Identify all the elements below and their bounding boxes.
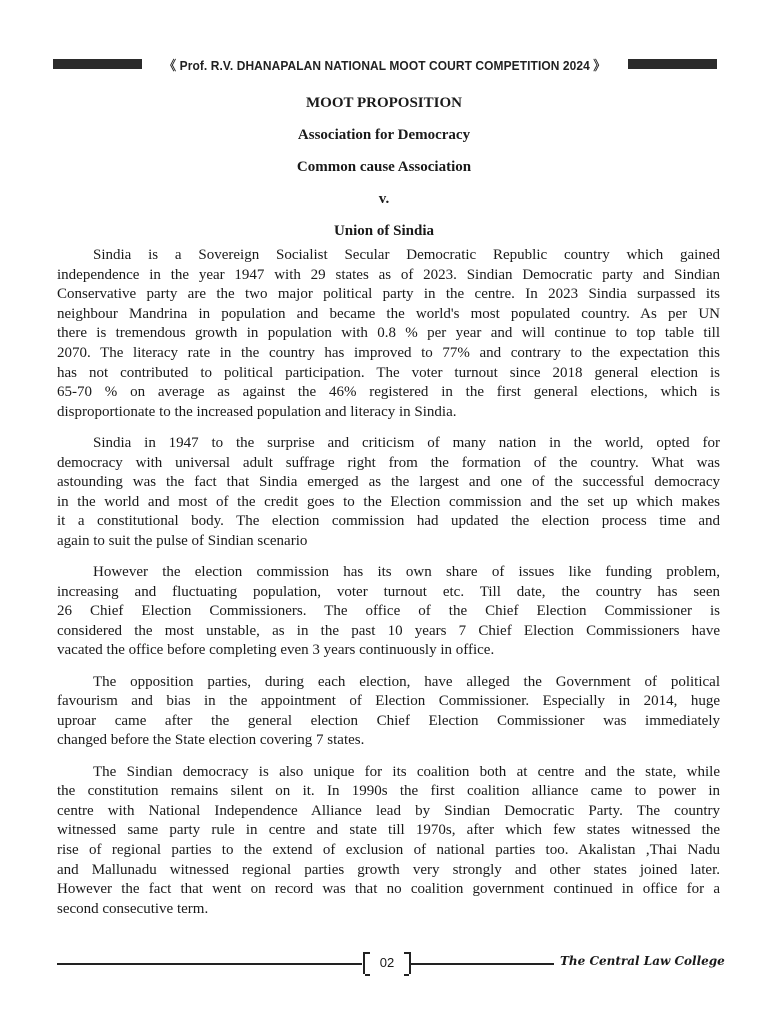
document-body — [57, 246, 720, 931]
paragraph-line: astounding was the fact that Sindia emerged as the largest and one of the successful democracy — [57, 474, 720, 491]
paragraph-line: increasing and fluctuating population, voter turnout etc. Till date, the country has seen — [57, 583, 720, 600]
paragraph-line: independence in the year 1947 with 29 states as of 2023. Sindian Democratic party and Sindian — [57, 266, 720, 283]
paragraph — [57, 563, 720, 661]
paragraph-line: favourism and bias in the appointment of Election Commissioner. Especially in 2014, huge — [57, 693, 720, 710]
paragraph-line: there is tremendous growth in population with 0.8 % per year and will continue to top table till — [57, 325, 720, 342]
header-bar-right — [628, 59, 717, 69]
paragraph-line: Sindia in 1947 to the surprise and criticism of many nation in the world, opted for — [93, 434, 720, 451]
paragraph-line: changed before the State election covering 7 states. — [57, 732, 365, 749]
paragraph-line: 26 Chief Election Commissioners. The office of the Chief Election Commissioner is — [57, 603, 720, 620]
heading-respondent: Union of Sindia — [333, 223, 435, 239]
paragraph-line: uproar came after the general election Chief Election Commissioner was immediately — [57, 712, 720, 729]
college-name: The Central Law College — [560, 954, 725, 968]
page-header — [53, 57, 717, 71]
paragraph-line: the constitution remains silent on it. In 1990s the first coalition alliance came to power in — [57, 783, 720, 800]
paragraph-line: neighbour Mandrina in population and became the world's most populated country. As per UN — [57, 305, 720, 322]
paragraph — [57, 246, 720, 422]
heading-petitioner-2: Common cause Association — [296, 159, 472, 175]
paragraph-line: vacated the office before completing even 3 years continuously in office. — [57, 642, 495, 659]
paragraph — [57, 434, 720, 552]
paragraph-line: and Mallunadu witnessed regional parties growth very strongly and other states joined later. — [57, 861, 720, 878]
paragraph-line: However the fact that went on record was that no coalition government continued in office for a — [57, 881, 720, 898]
paragraph-line: The Sindian democracy is also unique for its coalition both at centre and the state, while — [93, 763, 720, 780]
paragraph-line: second consecutive term. — [57, 900, 209, 917]
paragraph-line: disproportionate to the increased population and literacy in Sindia. — [57, 403, 457, 420]
paragraph-line: democracy with universal adult suffrage right from the formation of the country. What was — [57, 454, 720, 471]
paragraph-line: again to suit the pulse of Sindian scenario — [57, 532, 308, 549]
paragraph-line: in the world and most of the credit goes to the Election commission and the set up which makes — [57, 493, 720, 510]
page-number: 02 — [363, 952, 411, 974]
paragraph — [57, 673, 720, 751]
paragraph-line: Sindia is a Sovereign Socialist Secular Democratic Republic country which gained — [93, 247, 720, 263]
header-bar-left — [53, 59, 142, 69]
heading-moot-proposition: MOOT PROPOSITION — [306, 95, 462, 111]
paragraph-line: it a constitutional body. The election commission had updated the election process time and — [57, 513, 720, 530]
paragraph-line: witnessed same party rule in centre and state till 1970s, after which few states witnessed the — [57, 822, 720, 839]
paragraph-line: However the election commission has its own share of issues like funding problem, — [93, 564, 720, 581]
paragraph-line: Conservative party are the two major political party in the centre. In 2023 Sindia surpassed its — [57, 286, 720, 303]
competition-title: 《 Prof. R.V. DHANAPALAN NATIONAL MOOT COURT COMPETITION 2024 》 — [164, 57, 606, 73]
paragraph — [57, 763, 720, 920]
paragraph-line: considered the most unstable, as in the past 10 years 7 Chief Election Commissioners have — [57, 622, 720, 639]
paragraph-line: 65-70 % on average as against the 46% registered in the first general elections, which is — [57, 384, 720, 401]
heading-versus: v. — [378, 191, 390, 207]
paragraph-line: centre with National Independence Alliance lead by Sindian Democratic Party. The country — [57, 802, 720, 819]
paragraph-line: The opposition parties, during each election, have alleged the Government of political — [93, 673, 720, 690]
page-footer — [57, 952, 725, 974]
proposition-headings — [0, 93, 768, 253]
footer-rule-left — [57, 963, 362, 965]
footer-rule-right — [409, 963, 554, 965]
paragraph-line: has not contributed to political participation. The voter turnout since 2018 general election is — [57, 364, 720, 381]
paragraph-line: rise of regional parties to the extend of exclusion of national parties too. Akalistan ,Thai Nadu — [57, 842, 720, 858]
heading-petitioner-1: Association for Democracy — [297, 127, 471, 143]
paragraph-line: 2070. The literacy rate in the country has improved to 77% and contrary to the expectation this — [57, 344, 720, 361]
